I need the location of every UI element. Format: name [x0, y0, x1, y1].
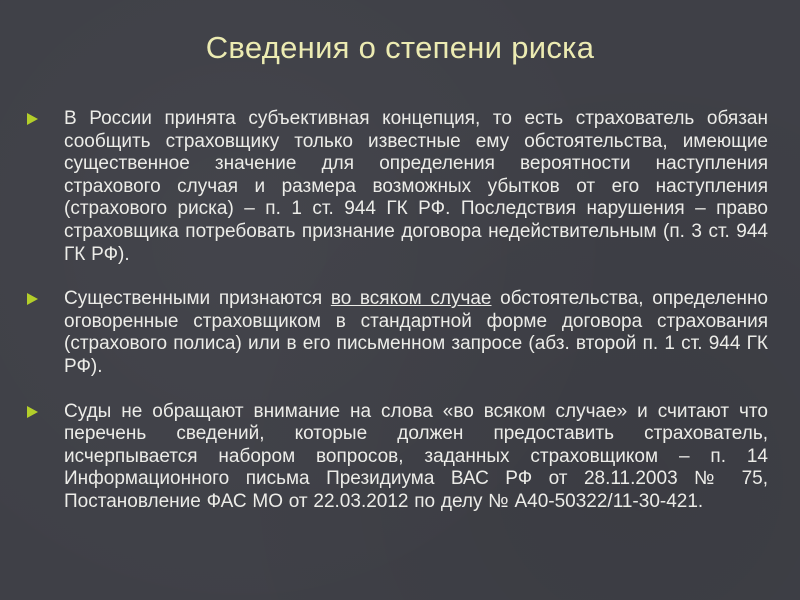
triangle-bullet-icon — [27, 293, 38, 305]
bullet-text — [64, 288, 768, 378]
slide-title: Сведения о степени риска — [205, 30, 595, 65]
bullet-text-before: Существенными признаются — [64, 288, 331, 310]
bullet-item-2 — [26, 288, 768, 378]
triangle-bullet-icon — [27, 113, 38, 125]
bullet-text: Суды не обращают внимание на слова «во всяком случае» и считают что перечень сведений, которые должен предоставить страхователь, исчерпывается набором вопросов, заданных страховщиком – п. 14 Информационного письма Президиума ВАС РФ от 28.11.2003 № 75, Постановление ФАС МО от 22.03.2012 по делу № А40-50322/11-30-421. — [64, 400, 768, 512]
bullet-item-1 — [26, 108, 768, 266]
bullet-text-after: обстоятельства, определенно оговоренные страховщиком в стандартной форме договора страхования (страхового полиса) или в его письменном запросе (абз. второй п. 1 ст. 944 ГК РФ). — [64, 288, 768, 377]
bullet-list — [26, 108, 768, 536]
triangle-bullet-icon — [27, 406, 38, 418]
bullet-text: В России принята субъективная концепция, то есть страхователь обязан сообщить страховщику только известные ему обстоятельства, имеющие существенное значение для определения вероятности наступления страхового случая и размера возможных убытков от его наступления (страхового риска) – п. 1 ст. 944 ГК РФ. Последствия нарушения – право страховщика потребовать признание договора недействительным (п. 3 ст. 944 ГК РФ). — [64, 108, 768, 265]
underlined-phrase: во всяком случае — [330, 288, 492, 310]
bullet-item-3 — [26, 401, 768, 514]
